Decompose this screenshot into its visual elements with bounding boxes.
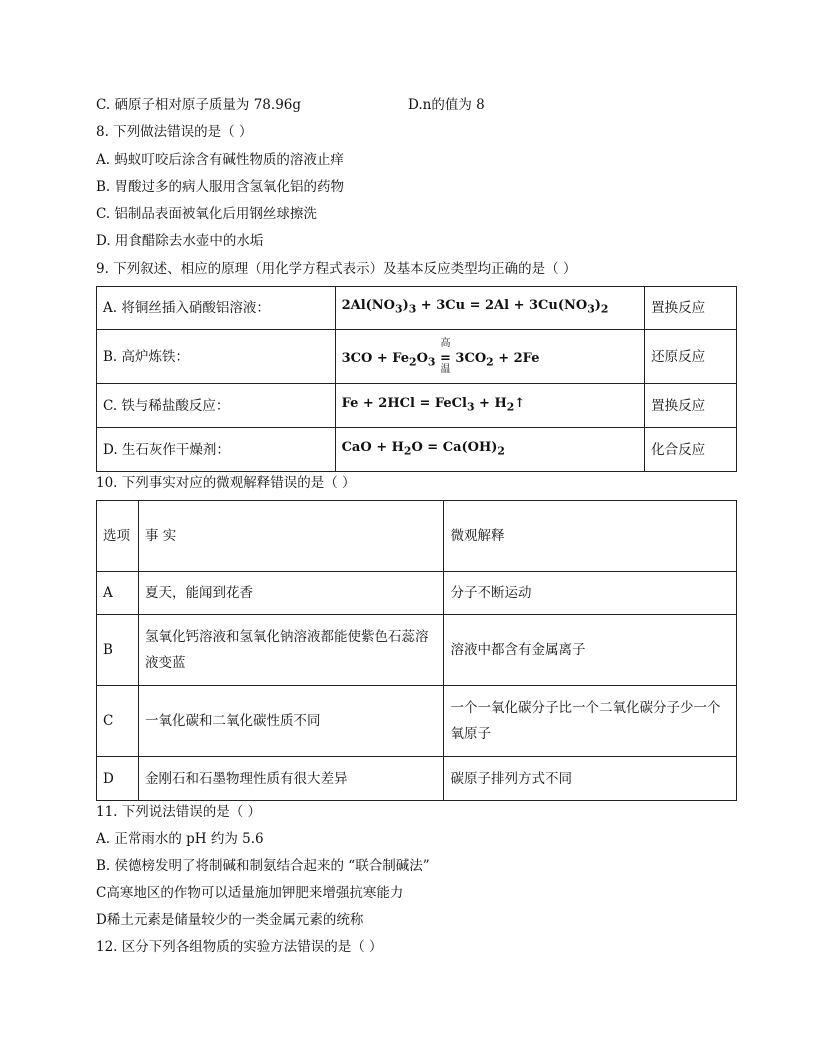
q9-stem: 9. 下列叙述、相应的原理（用化学方程式表示）及基本反应类型均正确的是（ ） bbox=[96, 261, 577, 277]
q7-option-d: D.n的值为 8 bbox=[408, 97, 485, 113]
q9-desc-d: D. 生石灰作干燥剂： bbox=[97, 428, 336, 472]
q9-equation-c: Fe + 2HCl = FeCl$_3$ + $H_2↑$ bbox=[335, 384, 645, 428]
q10-fact-d: 金刚石和石墨物理性质有很大差异 bbox=[138, 757, 444, 801]
table-row bbox=[97, 287, 737, 330]
q9-type-d: 化合反应 bbox=[645, 428, 737, 472]
q11-option-d: D稀土元素是储量较少的一类金属元素的统称 bbox=[96, 912, 364, 928]
q8-stem: 8. 下列做法错误的是（ ） bbox=[96, 124, 253, 140]
table-row bbox=[97, 615, 737, 686]
q9-type-a: 置换反应 bbox=[645, 287, 737, 330]
q11-option-b: B. 侯德榜发明了将制碱和制氨结合起来的 “联合制碱法” bbox=[96, 858, 430, 874]
q10-fact-c: 一氧化碳和二氧化碳性质不同 bbox=[138, 686, 444, 757]
q10-option-a: A bbox=[97, 572, 139, 615]
table-row bbox=[97, 384, 737, 428]
q12-stem: 12. 区分下列各组物质的实验方法错误的是（ ） bbox=[96, 939, 383, 955]
q10-option-c: C bbox=[97, 686, 139, 757]
q9-table bbox=[96, 286, 737, 472]
table-row bbox=[97, 686, 737, 757]
q9-equation-a: $2Al(NO_3)_3 + 3Cu = 2Al + 3Cu(NO_3)_2$ bbox=[335, 287, 645, 330]
q10-explanation-c: 一个一氧化碳分子比一个二氧化碳分子少一个氧原子 bbox=[444, 686, 737, 757]
q10-table bbox=[96, 500, 737, 801]
q11-stem: 11. 下列说法错误的是（ ） bbox=[96, 804, 262, 820]
table-row bbox=[97, 572, 737, 615]
table-row bbox=[97, 330, 737, 384]
q9-desc-a: A. 将铜丝插入硝酸铝溶液： bbox=[97, 287, 336, 330]
q10-stem: 10. 下列事实对应的微观解释错误的是（ ） bbox=[96, 475, 356, 491]
q10-header-option: 选项 bbox=[97, 501, 139, 572]
q10-fact-b: 氢氧化钙溶液和氢氧化钠溶液都能使紫色石蕊溶液变蓝 bbox=[138, 615, 444, 686]
q10-explanation-b: 溶液中都含有金属离子 bbox=[444, 615, 737, 686]
q10-explanation-a: 分子不断运动 bbox=[444, 572, 737, 615]
q9-type-c: 置换反应 bbox=[645, 384, 737, 428]
q9-equation-b: $3CO + Fe_2O_3$ = 高温 $3CO_2 + 2Fe$ bbox=[335, 330, 645, 384]
q8-option-c: C. 铝制品表面被氧化后用钢丝球擦洗 bbox=[96, 206, 317, 222]
q8-option-a: A. 蚂蚁叮咬后涂含有碱性物质的溶液止痒 bbox=[96, 152, 344, 168]
table-row bbox=[97, 428, 737, 472]
table-row bbox=[97, 757, 737, 801]
q9-desc-c: C. 铁与稀盐酸反应： bbox=[97, 384, 336, 428]
q10-explanation-d: 碳原子排列方式不同 bbox=[444, 757, 737, 801]
q9-condition: 高温 bbox=[440, 337, 451, 375]
q9-equation-d: CaO + $H_2O = Ca(OH)_2$ bbox=[335, 428, 645, 472]
q9-desc-b: B. 高炉炼铁： bbox=[97, 330, 336, 384]
q10-option-b: B bbox=[97, 615, 139, 686]
q8-option-b: B. 胃酸过多的病人服用含氢氧化铝的药物 bbox=[96, 179, 345, 195]
q9-type-b: 还原反应 bbox=[645, 330, 737, 384]
q11-option-c: C高寒地区的作物可以适量施加钾肥来增强抗寒能力 bbox=[96, 885, 404, 901]
q10-option-d: D bbox=[97, 757, 139, 801]
q10-header-explanation: 微观解释 bbox=[444, 501, 737, 572]
q8-option-d: D. 用食醋除去水壶中的水垢 bbox=[96, 233, 264, 249]
q7-option-c: C. 硒原子相对原子质量为 78.96g bbox=[96, 97, 302, 113]
table-header-row bbox=[97, 501, 737, 572]
q11-option-a: A. 正常雨水的 pH 约为 5.6 bbox=[96, 831, 264, 847]
q10-fact-a: 夏天，能闻到花香 bbox=[138, 572, 444, 615]
q10-header-fact: 事 实 bbox=[138, 501, 444, 572]
